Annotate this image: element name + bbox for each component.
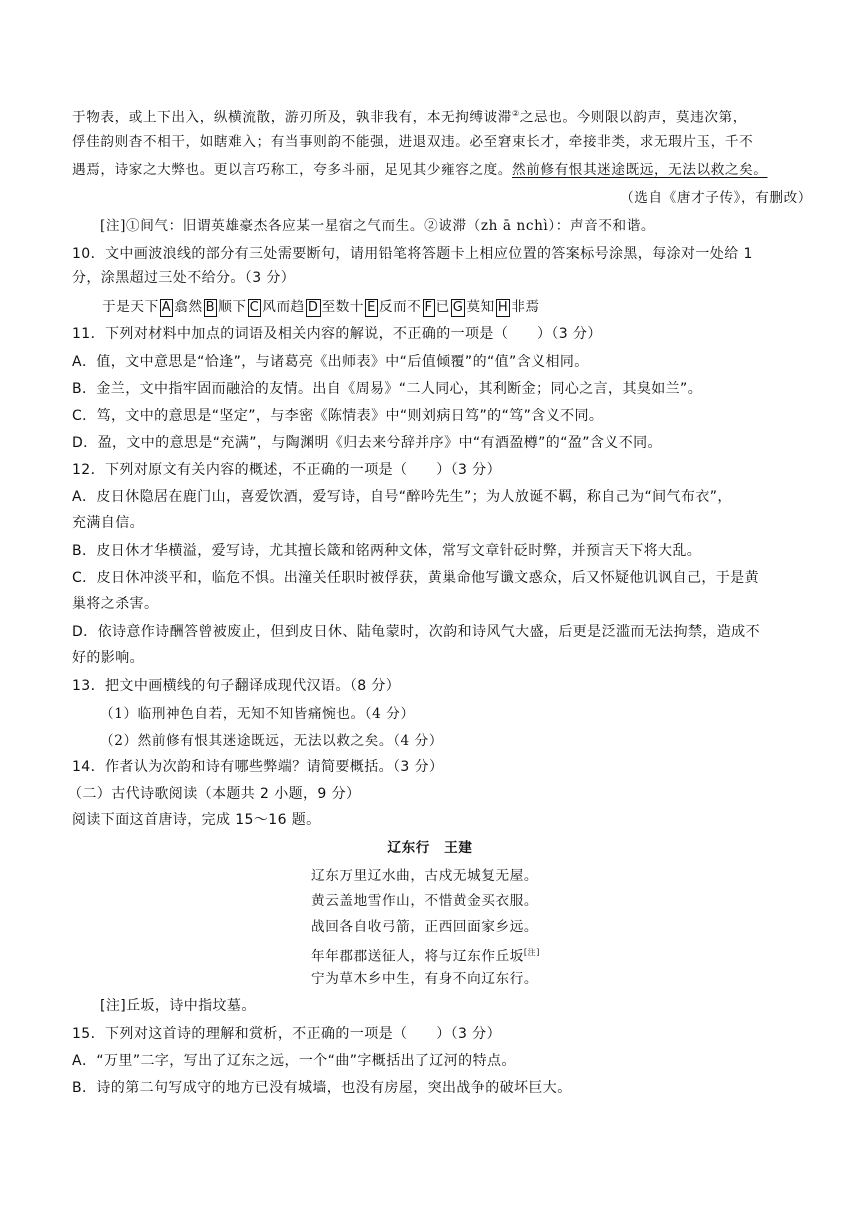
poem-line-5: 宁为草木乡中生，有身不向辽东行。 (311, 971, 539, 987)
q10-stem-line-2: 分，涂黑超过三处不给分。（3 分） (72, 270, 296, 286)
q12-option-d-line-2: 好的影响。 (72, 650, 144, 666)
answer-box-g[interactable]: G (452, 300, 464, 315)
answer-box-d[interactable]: D (307, 300, 319, 315)
q12-option-c-line-2: 巢将之杀害。 (72, 596, 159, 612)
q15-option-b: B．诗的第二句写成守的地方已没有城墙，也没有房屋，突出战争的破坏巨大。 (72, 1080, 572, 1096)
q10-stem-line-1: 10．文中画波浪线的部分有三处需要断句，请用铅笔将答题卡上相应位置的答案标号涂黑，每涂对一处给 1 (72, 246, 753, 262)
q15-stem: 15．下列对这首诗的理解和赏析，不正确的一项是（ ）（3 分） (72, 1026, 501, 1042)
q12-stem: 12．下列对原文有关内容的概述，不正确的一项是（ ）（3 分） (72, 462, 501, 478)
q13-sentence-2: （2）然前修有恨其迷途既远，无法以救之矣。（4 分） (100, 733, 444, 749)
answer-box-b[interactable]: B (205, 300, 216, 315)
answer-box-h[interactable]: H (497, 300, 509, 315)
q11-stem: 11．下列对材料中加点的词语及相关内容的解说，不正确的一项是（ ）（3 分） (72, 326, 602, 342)
passage-source: （选自《唐才子传》，有删改） (620, 190, 812, 206)
passage-line-1: 于物表，或上下出入，纵横流散，游刃所及，孰非我有，本无拘缚诐滞②之忌也。今则限以韵声，莫违次第， (72, 109, 747, 126)
poem-line-2: 黄云盖地雪作山，不惜黄金买衣服。 (311, 893, 539, 909)
passage-line-3: 遇焉，诗家之大弊也。更以言巧称工，夸多斗丽，足见其少雍容之度。然前修有恨其迷途既远，无法以救之矣。 (72, 162, 768, 178)
q12-option-d-line-1: D．依诗意作诗酬答曾被废止，但到皮日休、陆龟蒙时，次韵和诗风气大盛，后更是泛滥而无法拘禁，造成不 (72, 624, 760, 640)
answer-box-e[interactable]: E (367, 300, 376, 315)
section-2-heading: （二）古代诗歌阅读（本题共 2 小题，9 分） (68, 786, 361, 802)
poem-line-4: 年年郡郡送征人，将与辽东作丘坂[注] (311, 948, 540, 965)
q13-sentence-1: （1）临刑神色自若，无知不知皆痛惋也。（4 分） (100, 706, 415, 722)
poem-line-1: 辽东万里辽水曲，古戍无城复无屋。 (311, 868, 539, 884)
q10-punctuation-line: 于是天下 A 翕然 B 顺下 C 风而趋 D 至数十 E 反而不 F 已 G 莫知 H 非焉 (102, 299, 540, 315)
answer-box-f[interactable]: F (424, 300, 433, 315)
passage-line-2: 俘佳韵则杳不相干，如瞎难入；有当事则韵不能强，进退双违。必至窘束长才，牵接非类，求无瑕片玉，千不 (72, 134, 754, 150)
poem-note-mark: [注] (523, 948, 540, 957)
q13-stem: 13．把文中画横线的句子翻译成现代汉语。（8 分） (72, 678, 401, 694)
q11-option-d: D．盈，文中的意思是“充满”，与陶渊明《归去来兮辞并序》中“有酒盈樽”的“盈”含义不同。 (72, 435, 662, 451)
q12-option-b: B．皮日休才华横溢，爱写诗，尤其擅长箴和铭两种文体，常写文章针砭时弊，并预言天下将大乱。 (72, 543, 702, 559)
q14-stem: 14．作者认为次韵和诗有哪些弊端？请简要概括。（3 分） (72, 759, 444, 775)
section-2-intro: 阅读下面这首唐诗，完成 15～16 题。 (72, 812, 321, 828)
answer-box-a[interactable]: A (161, 300, 172, 315)
passage-note: [注]①间气：旧谓英雄豪杰各应某一星宿之气而生。②诐滞（zh ā nchì）：声音不和谐。 (100, 218, 656, 234)
underlined-sentence: 然前修有恨其迷途既远，无法以救之矣。 (512, 162, 768, 178)
q11-option-b: B．金兰，文中指牢固而融洽的友情。出自《周易》“二人同心，其利断金；同心之言，其臭如兰”。 (72, 381, 703, 397)
q15-option-a: A．“万里”二字，写出了辽东之远，一个“曲”字概括出了辽河的特点。 (72, 1053, 516, 1069)
q11-option-a: A．值，文中意思是“恰逢”，与诸葛亮《出师表》中“后值倾覆”的“值”含义相同。 (72, 354, 589, 370)
q12-option-c-line-1: C．皮日休冲淡平和，临危不惧。出潼关任职时被俘获，黄巢命他写谶文惑众，后又怀疑他讥讽自己，于是黄 (72, 570, 759, 586)
q12-option-a-line-2: 充满自信。 (72, 515, 144, 531)
poem-title: 辽东行 王建 (387, 840, 473, 856)
poem-note: [注]丘坂，诗中指坟墓。 (100, 998, 256, 1014)
q11-option-c: C．笃，文中的意思是“坚定”，与李密《陈情表》中“则刘病日笃”的“笃”含义不同。 (72, 408, 604, 424)
poem-line-3: 战回各自收弓箭，正西回面家乡远。 (311, 919, 539, 935)
answer-box-c[interactable]: C (249, 300, 260, 315)
q12-option-a-line-1: A．皮日休隐居在鹿门山，喜爱饮酒，爱写诗，自号“醉吟先生”；为人放诞不羁，称自己为“间气布衣”， (72, 489, 732, 505)
